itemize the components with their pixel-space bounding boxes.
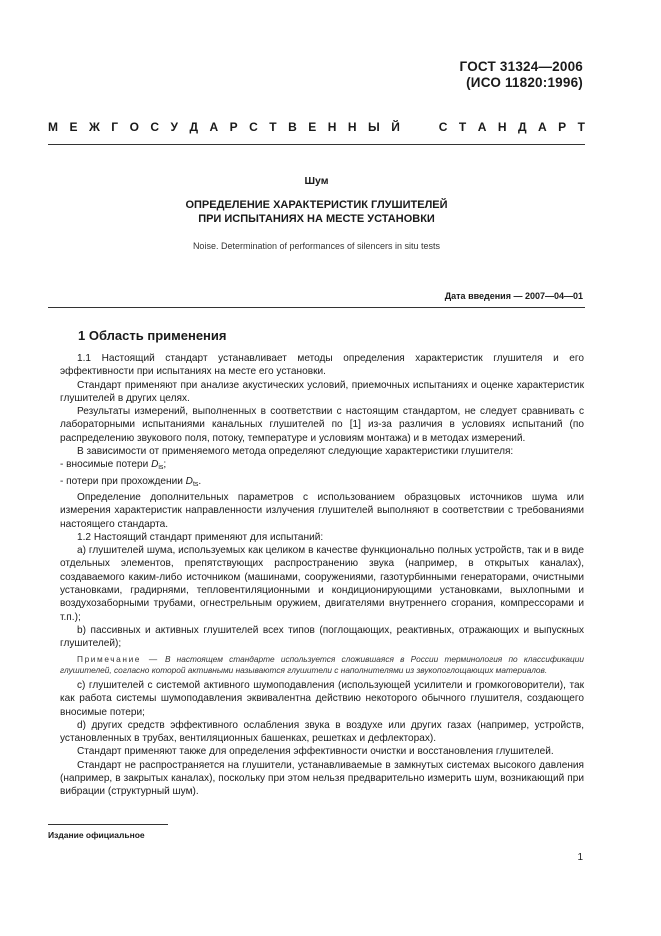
interstate-standard-banner [48, 120, 585, 134]
list-item-text: - вносимые потери [60, 459, 152, 471]
english-title: Noise. Determination of performances of silencers in situ tests [192, 241, 441, 251]
interstate-word-letter: Р [229, 120, 238, 134]
note-text: В настоящем стандарте используется сложившаяся в России терминология по классификации глушителей, согласно которой активными называются глушители с наполнителями из звукопоглощающих материалов. [60, 653, 585, 675]
list-item-d: d) других средств эффективного ослабления звука в воздухе или других газах (например, устройств, установленных в трубах, вентиляционных башенках, решетках и дефлекторах). [60, 719, 584, 745]
interstate-word-letter: Н [347, 120, 357, 134]
paragraph-comparison: Результаты измерений, выполненных в соответствии с настоящим стандартом, не следует сравнивать с лабораторными испытаниями канальных глушителей по [1] из-за различия в условиях испытаний (по распределению звукового поля, потоку, температуре и условиям монтажа) и в методах измерений. [60, 406, 584, 444]
page-number: 1 [577, 852, 583, 863]
note-label: Примечание — [77, 653, 159, 664]
interstate-word-letter: Й [391, 120, 400, 134]
interstate-word-letter: А [209, 120, 219, 134]
gost-number-line1: ГОСТ 31324—2006 [459, 59, 583, 74]
interstate-word-letter: С [150, 120, 160, 134]
interstate-word-letter: С [249, 120, 258, 134]
gost-number-line2: (ИСО 11820:1996) [466, 75, 583, 90]
list-item-insertion-loss [60, 458, 584, 474]
interstate-word-letter: Ж [88, 120, 100, 134]
section-heading: 1 Область применения [78, 328, 227, 343]
list-item-text: - потери при прохождении [60, 475, 186, 487]
list-item-a: а) глушителей шума, используемых как целиком в качестве функционально полных устройств, так и в виде отдельных элементов, препятствующих распространению звука (например, в открытых каналах), создаваемого каким-либо источником (машинами, сооружениями, газотурбинными генераторами, очистными установками, градирнями, тепловентиляционными и кондиционирующими установками, выхлопными и воздухозаборными трубами, огнестрельным оружием, двигателями внутреннего сгорания, компрессорами и т.п.); [60, 545, 584, 623]
paragraph-additional-params: Определение дополнительных параметров с использованием образцовых источников шума или измерения характеристик направленности излучения глушителей выполняют в соответствии с требованиями настоящего стандарта. [60, 491, 584, 530]
paragraph-application: Стандарт применяют при анализе акустических условий, приемочных испытаниях и оценке характеристик глушителей в других целях. [60, 379, 584, 404]
title-divider [48, 307, 585, 308]
symbol-d: D [151, 459, 159, 471]
interstate-word-letter: Е [308, 120, 317, 134]
banner-gap [411, 120, 427, 134]
list-item-end: ; [163, 459, 167, 471]
header-divider [48, 144, 585, 145]
list-item-b: b) пассивных и активных глушителей всех типов (поглощающих, реактивных, отражающих и выпускных глушителей); [60, 624, 584, 650]
interstate-word-letter: У [170, 120, 178, 134]
standard-word-letter: А [538, 120, 547, 134]
footer-divider [48, 824, 168, 825]
symbol-d: D [185, 475, 193, 487]
interstate-word-letter: Т [269, 120, 277, 134]
gost-number [460, 59, 583, 91]
title-line-2: ПРИ ИСПЫТАНИЯХ НА МЕСТЕ УСТАНОВКИ [198, 212, 435, 225]
interstate-word-letter: Д [189, 120, 199, 134]
standard-word-letter: Р [558, 120, 567, 134]
standard-word-letter: Т [577, 120, 585, 134]
interstate-word-letter: М [48, 120, 58, 134]
standard-word-letter: А [477, 120, 487, 134]
standard-word-letter: Н [497, 120, 507, 134]
title-line-1: ОПРЕДЕЛЕНИЕ ХАРАКТЕРИСТИК ГЛУШИТЕЛЕЙ [185, 199, 448, 211]
paragraph-characteristics: В зависимости от применяемого метода определяют следующие характеристики глушителя: [77, 446, 514, 458]
paragraph-cleaning: Стандарт применяют также для определения эффективности очистки и восстановления глушителей. [77, 746, 554, 758]
interstate-word-letter: В [288, 120, 297, 134]
symbol-subscript: is [158, 464, 164, 472]
interstate-word-letter: Г [111, 120, 119, 134]
symbol-subscript: ts [192, 480, 199, 488]
list-item-c: с) глушителей с системой активного шумоподавления (использующей усилители и громкоговорители), так как работа системы шумоподавления эквивалентна действию некоторого обычного глушителя, создающего вносимые потери; [60, 679, 584, 718]
official-edition-label: Издание официальное [48, 830, 145, 840]
introduction-date: Дата введения — 2007—04—01 [444, 291, 583, 301]
paragraph-1-2: 1.2 Настоящий стандарт применяют для испытаний: [77, 531, 324, 543]
standard-word-letter: Т [458, 120, 467, 134]
standard-word-letter: С [438, 120, 448, 134]
interstate-word-letter: О [129, 120, 139, 134]
document-title [48, 199, 585, 226]
standard-word-letter: Д [517, 120, 527, 134]
section-body [60, 352, 584, 799]
subject-heading: Шум [304, 175, 329, 187]
list-item-end: . [198, 475, 202, 487]
interstate-word-letter: Е [69, 120, 78, 134]
list-item-transmission-loss [60, 475, 584, 491]
paragraph-exclusion: Стандарт не распространяется на глушители, устанавливаемые в замкнутых системах высокого давления (например, в закрытых каналах), поскольку при этом нельзя предварительно измерить шум, возникающий при вибрации (структурный шум). [60, 759, 584, 798]
paragraph-1-1: 1.1 Настоящий стандарт устанавливает методы определения характеристик глушителя и его эффективности при испытаниях на месте его установки. [60, 353, 584, 378]
interstate-word-letter: Н [327, 120, 337, 134]
note [60, 654, 584, 676]
interstate-word-letter: Ы [367, 120, 380, 134]
